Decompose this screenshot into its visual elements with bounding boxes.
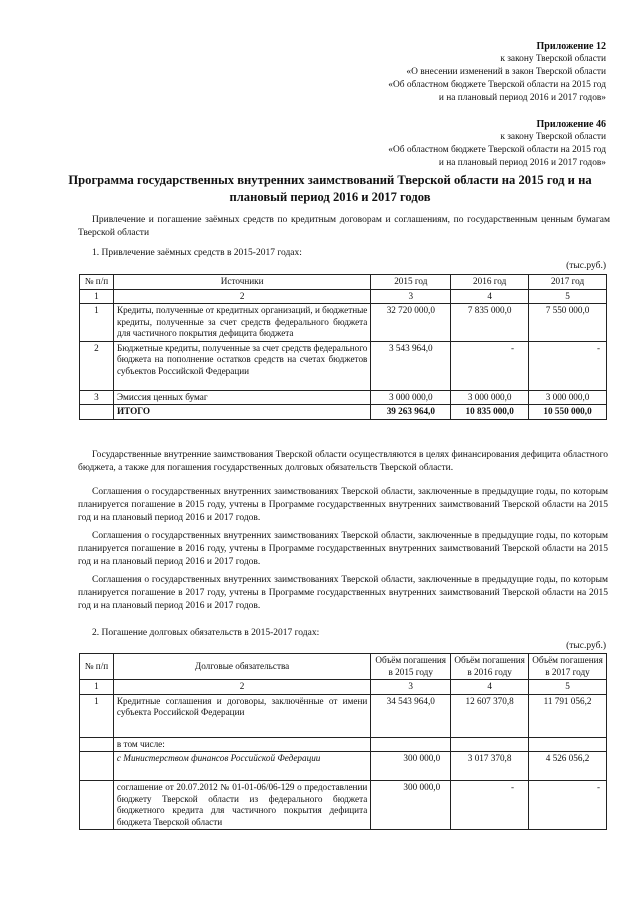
column-numbering-row [80,680,607,695]
row-value-2015: 300 000,0 [371,752,451,781]
repayment-table [79,653,607,830]
row-obligation: с Министерством финансов Российской Федерации [113,752,370,781]
total-2015: 39 263 964,0 [371,405,451,420]
appendix-46-line: к закону Тверской области [500,132,606,142]
row-value-2017: 4 526 056,2 [529,752,607,781]
total-blank [80,405,114,420]
column-number: 1 [80,680,114,695]
intro-paragraph: Привлечение и погашение заёмных средств по кредитным договорам и соглашениям, по государственным ценным бумагам Тверской области [78,215,610,238]
row-value-2016: - [451,341,529,390]
section-2-heading: 2. Погашение долговых обязательств в 2015-2017 годах: [92,628,320,638]
row-number [80,752,114,781]
total-row [80,405,607,420]
appendix-46-line: «Об областном бюджете Тверской области на 2015 год [388,145,606,155]
row-value-2016: 12 607 370,8 [451,694,529,737]
body-paragraph: Соглашения о государственных внутренних заимствованиях Тверской области, заключенные в предыдущие годы, по которым планируется погашение в 2016 году, учтены в Программе государственных внутренних заимствований Тверской области на 2015 год и на плановый период 2016 и 2017 годов. [78,531,608,567]
row-number [80,781,114,830]
row-value-2017: - [529,341,607,390]
column-header: № п/п [80,275,114,290]
total-2016: 10 835 000,0 [451,405,529,420]
table-row [80,694,607,737]
row-value-2015: 300 000,0 [371,781,451,830]
column-header: 2015 год [371,275,451,290]
row-number: 1 [80,304,114,342]
body-paragraph: Соглашения о государственных внутренних заимствованиях Тверской области, заключенные в предыдущие годы, по которым планируется погашение в 2017 году, учтены в Программе государственных внутренних заимствований Тверской области на 2015 год и на плановый период 2016 и 2017 годов. [78,575,608,611]
row-value-2015 [371,737,451,752]
table-row [80,737,607,752]
column-header: 2017 год [529,275,607,290]
document-title: Программа государственных внутренних заимствований Тверской области на 2015 год и на плановый период 2016 и 2017 годов [68,173,592,204]
table-row [80,304,607,342]
row-value-2016: 3 017 370,8 [451,752,529,781]
table-row [80,390,607,405]
row-obligation: в том числе: [113,737,370,752]
column-number: 5 [529,680,607,695]
section-1-heading: 1. Привлечение заёмных средств в 2015-2017 годах: [92,248,302,258]
section-1-unit: (тыс.руб.) [566,261,606,271]
column-header: Источники [113,275,370,290]
column-number: 4 [451,680,529,695]
appendix-46-block [388,118,606,170]
column-number: 4 [451,289,529,304]
appendix-12-heading: Приложение 12 [536,41,606,52]
row-value-2016 [451,737,529,752]
body-paragraph: Государственные внутренние заимствования Тверской области осуществляются в целях финансирования дефицита областного бюджета, а также для погашения государственных долговых обязательств Тверской области. [78,450,608,473]
appendix-12-line: к закону Тверской области [500,54,606,64]
column-number: 3 [371,289,451,304]
row-value-2016: 3 000 000,0 [451,390,529,405]
row-number: 3 [80,390,114,405]
row-number: 2 [80,341,114,390]
row-source: Эмиссия ценных бумаг [113,390,370,405]
column-header: Долговые обязательства [113,654,370,680]
appendix-12-line: и на плановый период 2016 и 2017 годов» [438,93,606,103]
column-number: 2 [113,289,370,304]
table-header-row [80,654,607,680]
body-paragraph: Соглашения о государственных внутренних заимствованиях Тверской области, заключенные в предыдущие годы, по которым планируется погашение в 2015 году, учтены в Программе государственных внутренних заимствований Тверской области на 2015 год и на плановый период 2016 и 2017 годов. [78,487,608,523]
column-number: 2 [113,680,370,695]
row-value-2015: 3 543 964,0 [371,341,451,390]
appendix-12-line: «О внесении изменений в закон Тверской области [406,67,606,77]
column-number: 5 [529,289,607,304]
column-number: 1 [80,289,114,304]
row-number: 1 [80,694,114,737]
column-header: Объём погашения в 2016 году [451,654,529,680]
borrowing-table [79,274,607,420]
appendix-46-heading: Приложение 46 [536,119,606,130]
column-number: 3 [371,680,451,695]
row-value-2016: - [451,781,529,830]
total-2017: 10 550 000,0 [529,405,607,420]
row-value-2017 [529,737,607,752]
column-header: 2016 год [451,275,529,290]
column-header: Объём погашения в 2015 году [371,654,451,680]
row-value-2017: 3 000 000,0 [529,390,607,405]
table-row [80,781,607,830]
appendix-12-line: «Об областном бюджете Тверской области на 2015 год [388,80,606,90]
table-row [80,341,607,390]
row-value-2017: 11 791 056,2 [529,694,607,737]
row-value-2017: - [529,781,607,830]
total-label: ИТОГО [113,405,370,420]
row-value-2017: 7 550 000,0 [529,304,607,342]
appendix-12-block [388,40,606,105]
row-obligation: соглашение от 20.07.2012 № 01-01-06/06-129 о предоставлении бюджету Тверской области из федерального бюджета бюджетного кредита для частичного покрытия дефицита бюджета Тверской области [113,781,370,830]
column-header: Объём погашения в 2017 году [529,654,607,680]
row-obligation: Кредитные соглашения и договоры, заключённые от имени субъекта Российской Федерации [113,694,370,737]
row-value-2015: 32 720 000,0 [371,304,451,342]
section-2-unit: (тыс.руб.) [566,641,606,651]
appendix-46-line: и на плановый период 2016 и 2017 годов» [438,158,606,168]
row-value-2015: 3 000 000,0 [371,390,451,405]
row-source: Бюджетные кредиты, полученные за счет средств федерального бюджета на пополнение остатков средств на счетах бюджетов субъектов Российской Федерации [113,341,370,390]
row-source: Кредиты, полученные от кредитных организаций, и бюджетные кредиты, полученные за счет средств федерального бюджета для частичного покрытия дефицита бюджета [113,304,370,342]
table-row [80,752,607,781]
column-header: № п/п [80,654,114,680]
column-numbering-row [80,289,607,304]
table-header-row [80,275,607,290]
row-number [80,737,114,752]
row-value-2015: 34 543 964,0 [371,694,451,737]
row-value-2016: 7 835 000,0 [451,304,529,342]
